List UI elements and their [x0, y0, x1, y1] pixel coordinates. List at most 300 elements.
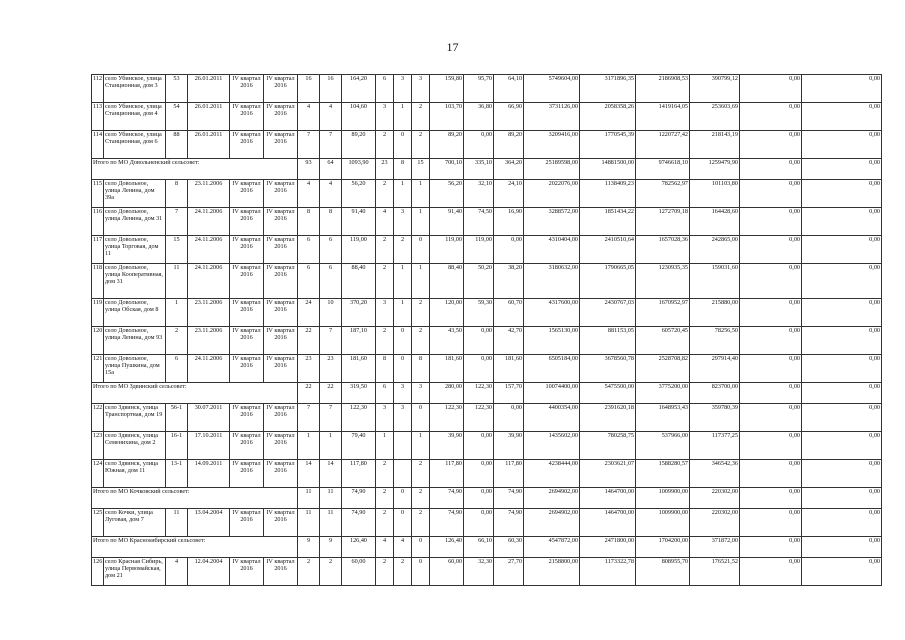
value-cell-4: 23 [376, 159, 394, 180]
value-cell-1: 1 [298, 432, 320, 460]
value-cell-6: 2 [412, 299, 430, 327]
value-cell-6: 3 [412, 75, 430, 103]
value-cell-10: 3731126,00 [524, 103, 580, 131]
value-cell-7: 119,00 [430, 236, 464, 264]
value-cell-4: 1 [376, 432, 394, 460]
address-cell: село Довольное, улица Пушкина, дом 15а [104, 355, 166, 383]
address-cell: село Здвинск, улица Транспортная, дом 19 [104, 404, 166, 432]
page-number: 17 [446, 40, 459, 54]
value-cell-12: 1704200,00 [636, 537, 690, 558]
value-cell-4: 2 [376, 327, 394, 355]
value-cell-13: 78256,50 [690, 327, 740, 355]
value-cell-12: 1009900,00 [636, 509, 690, 537]
value-cell-14: 0,00 [740, 383, 802, 404]
value-cell-4: 6 [376, 75, 394, 103]
address-cell: село Убинское, улица Станционная, дом 3 [104, 75, 166, 103]
value-cell-10: 3209416,00 [524, 131, 580, 159]
value-cell-6: 1 [412, 208, 430, 236]
value-cell-1: 6 [298, 264, 320, 299]
value-cell-15: 0,00 [802, 432, 882, 460]
value-cell-14: 0,00 [740, 299, 802, 327]
row-number: 118 [92, 264, 104, 299]
value-cell-14: 0,00 [740, 558, 802, 586]
value-cell-13: 1259479,90 [690, 159, 740, 180]
resettlement-table [91, 74, 882, 586]
value-cell-8: 66,10 [464, 537, 494, 558]
value-cell-3: 181,60 [342, 355, 376, 383]
value-cell-2: 7 [320, 404, 342, 432]
value-cell-6: 1 [412, 432, 430, 460]
document-date: 23.11.2006 [188, 299, 230, 327]
value-cell-7: 56,20 [430, 180, 464, 208]
value-cell-11: 1790665,05 [580, 264, 636, 299]
value-cell-15: 0,00 [802, 180, 882, 208]
value-cell-4: 3 [376, 404, 394, 432]
value-cell-11: 2471800,00 [580, 537, 636, 558]
value-cell-5 [394, 432, 412, 460]
value-cell-8: 122,30 [464, 383, 494, 404]
value-cell-9: 157,70 [494, 383, 524, 404]
value-cell-4: 4 [376, 208, 394, 236]
value-cell-9: 64,10 [494, 75, 524, 103]
subtotal-label: Итого по МО Кочковский сельсовет: [92, 488, 298, 509]
value-cell-8: 0,00 [464, 355, 494, 383]
address-cell: село Довольное, улица Ленина, дом 93 [104, 327, 166, 355]
value-cell-3: 119,00 [342, 236, 376, 264]
value-cell-7: 159,80 [430, 75, 464, 103]
completion-quarter: IV квартал 2016 [264, 509, 298, 537]
value-cell-15: 0,00 [802, 404, 882, 432]
planned-quarter: IV квартал 2016 [230, 432, 264, 460]
subtotal-label: Итого по МО Здвинский сельсовет: [92, 383, 298, 404]
value-cell-12: 808955,70 [636, 558, 690, 586]
value-cell-5 [394, 460, 412, 488]
subtotal-label: Итого по МО Довольненский сельсовет: [92, 159, 298, 180]
value-cell-9: 89,20 [494, 131, 524, 159]
value-cell-5: 1 [394, 180, 412, 208]
value-cell-7: 280,00 [430, 383, 464, 404]
value-cell-10: 4238444,00 [524, 460, 580, 488]
value-cell-1: 8 [298, 208, 320, 236]
value-cell-14: 0,00 [740, 509, 802, 537]
value-cell-3: 60,00 [342, 558, 376, 586]
value-cell-10: 4547872,00 [524, 537, 580, 558]
value-cell-9: 24,10 [494, 180, 524, 208]
value-cell-13: 117377,25 [690, 432, 740, 460]
document-date: 26.01.2011 [188, 103, 230, 131]
value-cell-14: 0,00 [740, 208, 802, 236]
value-cell-9: 66,90 [494, 103, 524, 131]
value-cell-9: 27,70 [494, 558, 524, 586]
value-cell-10: 5749604,00 [524, 75, 580, 103]
value-cell-11: 2303621,07 [580, 460, 636, 488]
value-cell-2: 4 [320, 103, 342, 131]
value-cell-10: 1435602,00 [524, 432, 580, 460]
document-date: 26.01.2011 [188, 131, 230, 159]
value-cell-13: 346542,36 [690, 460, 740, 488]
planned-quarter: IV квартал 2016 [230, 558, 264, 586]
value-cell-12: 537966,00 [636, 432, 690, 460]
value-cell-15: 0,00 [802, 383, 882, 404]
address-cell: село Убинское, улица Станционная, дом 6 [104, 131, 166, 159]
value-cell-11: 1851434,22 [580, 208, 636, 236]
value-cell-4: 2 [376, 180, 394, 208]
value-cell-3: 89,20 [342, 131, 376, 159]
value-cell-4: 8 [376, 355, 394, 383]
value-cell-15: 0,00 [802, 131, 882, 159]
completion-quarter: IV квартал 2016 [264, 355, 298, 383]
value-cell-11: 2391620,18 [580, 404, 636, 432]
value-cell-14: 0,00 [740, 488, 802, 509]
value-cell-11: 1173322,78 [580, 558, 636, 586]
document-date: 23.11.2006 [188, 327, 230, 355]
value-cell-13: 159031,60 [690, 264, 740, 299]
value-cell-2: 1 [320, 432, 342, 460]
completion-quarter: IV квартал 2016 [264, 236, 298, 264]
value-cell-2: 7 [320, 327, 342, 355]
value-cell-9: 16,90 [494, 208, 524, 236]
value-cell-13: 297914,40 [690, 355, 740, 383]
value-cell-4: 2 [376, 558, 394, 586]
value-cell-7: 120,00 [430, 299, 464, 327]
value-cell-8: 0,00 [464, 432, 494, 460]
value-cell-14: 0,00 [740, 131, 802, 159]
value-cell-12: 605720,45 [636, 327, 690, 355]
planned-quarter: IV квартал 2016 [230, 299, 264, 327]
value-cell-9: 0,00 [494, 236, 524, 264]
value-cell-6: 1 [412, 264, 430, 299]
value-cell-1: 23 [298, 355, 320, 383]
value-cell-1: 16 [298, 75, 320, 103]
value-cell-6: 2 [412, 509, 430, 537]
table-row [92, 180, 882, 208]
value-cell-6: 0 [412, 537, 430, 558]
value-cell-1: 9 [298, 537, 320, 558]
completion-quarter: IV квартал 2016 [264, 103, 298, 131]
value-cell-11: 2410510,64 [580, 236, 636, 264]
value-cell-11: 1464700,00 [580, 509, 636, 537]
value-cell-9: 60,70 [494, 299, 524, 327]
value-cell-13: 164428,60 [690, 208, 740, 236]
row-number: 124 [92, 460, 104, 488]
value-cell-5: 0 [394, 509, 412, 537]
table-row [92, 432, 882, 460]
completion-quarter: IV квартал 2016 [264, 327, 298, 355]
value-cell-12: 1657028,36 [636, 236, 690, 264]
row-number: 126 [92, 558, 104, 586]
value-cell-8: 0,00 [464, 488, 494, 509]
document-number: 56-1 [166, 404, 188, 432]
table-row [92, 327, 882, 355]
value-cell-12: 782562,97 [636, 180, 690, 208]
value-cell-6: 2 [412, 460, 430, 488]
value-cell-1: 4 [298, 180, 320, 208]
planned-quarter: IV квартал 2016 [230, 264, 264, 299]
row-number: 115 [92, 180, 104, 208]
value-cell-6: 0 [412, 558, 430, 586]
value-cell-3: 79,40 [342, 432, 376, 460]
value-cell-15: 0,00 [802, 488, 882, 509]
value-cell-13: 823700,00 [690, 383, 740, 404]
value-cell-6: 2 [412, 131, 430, 159]
table-row [92, 299, 882, 327]
document-date: 14.09.2011 [188, 460, 230, 488]
value-cell-4: 3 [376, 103, 394, 131]
planned-quarter: IV квартал 2016 [230, 75, 264, 103]
value-cell-3: 117,80 [342, 460, 376, 488]
value-cell-6: 8 [412, 355, 430, 383]
table-row [92, 264, 882, 299]
address-cell: село Красная Сибирь, улица Первомайская, дом 21 [104, 558, 166, 586]
planned-quarter: IV квартал 2016 [230, 180, 264, 208]
value-cell-14: 0,00 [740, 404, 802, 432]
value-cell-13: 218143,19 [690, 131, 740, 159]
value-cell-12: 1272709,18 [636, 208, 690, 236]
value-cell-14: 0,00 [740, 327, 802, 355]
value-cell-7: 88,40 [430, 264, 464, 299]
document-date: 24.11.2006 [188, 208, 230, 236]
table-row [92, 131, 882, 159]
value-cell-15: 0,00 [802, 103, 882, 131]
value-cell-2: 7 [320, 131, 342, 159]
value-cell-8: 36,80 [464, 103, 494, 131]
value-cell-12: 9746618,10 [636, 159, 690, 180]
value-cell-6: 15 [412, 159, 430, 180]
document-number: 1 [166, 299, 188, 327]
value-cell-3: 122,30 [342, 404, 376, 432]
document-number: 2 [166, 327, 188, 355]
value-cell-15: 0,00 [802, 299, 882, 327]
value-cell-7: 122,30 [430, 404, 464, 432]
value-cell-7: 74,90 [430, 488, 464, 509]
value-cell-10: 4310404,00 [524, 236, 580, 264]
value-cell-5: 3 [394, 75, 412, 103]
value-cell-15: 0,00 [802, 236, 882, 264]
value-cell-1: 11 [298, 509, 320, 537]
row-number: 114 [92, 131, 104, 159]
row-number: 117 [92, 236, 104, 264]
value-cell-5: 3 [394, 383, 412, 404]
value-cell-10: 3180632,00 [524, 264, 580, 299]
row-number: 125 [92, 509, 104, 537]
document-number: 53 [166, 75, 188, 103]
planned-quarter: IV квартал 2016 [230, 103, 264, 131]
completion-quarter: IV квартал 2016 [264, 131, 298, 159]
address-cell: село Довольное, улица Ленина, дом 31 [104, 208, 166, 236]
value-cell-3: 74,90 [342, 509, 376, 537]
value-cell-6: 0 [412, 404, 430, 432]
value-cell-1: 11 [298, 488, 320, 509]
value-cell-14: 0,00 [740, 355, 802, 383]
value-cell-9: 74,90 [494, 509, 524, 537]
completion-quarter: IV квартал 2016 [264, 404, 298, 432]
completion-quarter: IV квартал 2016 [264, 180, 298, 208]
value-cell-5: 1 [394, 299, 412, 327]
value-cell-5: 0 [394, 355, 412, 383]
value-cell-5: 0 [394, 488, 412, 509]
document-date: 26.01.2011 [188, 75, 230, 103]
table-row [92, 103, 882, 131]
value-cell-11: 3171896,35 [580, 75, 636, 103]
value-cell-5: 3 [394, 208, 412, 236]
value-cell-2: 64 [320, 159, 342, 180]
value-cell-9: 181,60 [494, 355, 524, 383]
value-cell-4: 6 [376, 383, 394, 404]
value-cell-3: 370,20 [342, 299, 376, 327]
value-cell-2: 8 [320, 208, 342, 236]
value-cell-1: 14 [298, 460, 320, 488]
value-cell-3: 1093,90 [342, 159, 376, 180]
value-cell-12: 1648953,43 [636, 404, 690, 432]
value-cell-10: 4400354,00 [524, 404, 580, 432]
value-cell-13: 390799,12 [690, 75, 740, 103]
table-row [92, 404, 882, 432]
value-cell-10: 2694902,00 [524, 488, 580, 509]
value-cell-10: 6505184,00 [524, 355, 580, 383]
value-cell-2: 6 [320, 236, 342, 264]
value-cell-10: 4317600,00 [524, 299, 580, 327]
completion-quarter: IV квартал 2016 [264, 558, 298, 586]
value-cell-8: 95,70 [464, 75, 494, 103]
value-cell-4: 3 [376, 299, 394, 327]
value-cell-3: 164,20 [342, 75, 376, 103]
row-number: 123 [92, 432, 104, 460]
value-cell-5: 0 [394, 131, 412, 159]
value-cell-4: 4 [376, 537, 394, 558]
planned-quarter: IV квартал 2016 [230, 509, 264, 537]
value-cell-11: 2058358,26 [580, 103, 636, 131]
subtotal-row [92, 488, 882, 509]
value-cell-15: 0,00 [802, 537, 882, 558]
document-date: 13.04.2004 [188, 509, 230, 537]
address-cell: село Убинское, улица Станционная, дом 4 [104, 103, 166, 131]
planned-quarter: IV квартал 2016 [230, 404, 264, 432]
value-cell-9: 117,80 [494, 460, 524, 488]
subtotal-row [92, 159, 882, 180]
planned-quarter: IV квартал 2016 [230, 460, 264, 488]
value-cell-5: 2 [394, 236, 412, 264]
value-cell-9: 39,90 [494, 432, 524, 460]
row-number: 122 [92, 404, 104, 432]
value-cell-11: 1770545,39 [580, 131, 636, 159]
value-cell-5: 1 [394, 264, 412, 299]
value-cell-14: 0,00 [740, 236, 802, 264]
value-cell-1: 4 [298, 103, 320, 131]
row-number: 113 [92, 103, 104, 131]
value-cell-8: 74,50 [464, 208, 494, 236]
value-cell-14: 0,00 [740, 537, 802, 558]
value-cell-14: 0,00 [740, 180, 802, 208]
value-cell-15: 0,00 [802, 327, 882, 355]
value-cell-10: 10074400,00 [524, 383, 580, 404]
value-cell-6: 3 [412, 383, 430, 404]
value-cell-11: 5475500,00 [580, 383, 636, 404]
completion-quarter: IV квартал 2016 [264, 208, 298, 236]
value-cell-4: 2 [376, 264, 394, 299]
document-date: 24.11.2006 [188, 355, 230, 383]
value-cell-6: 2 [412, 103, 430, 131]
value-cell-9: 38,20 [494, 264, 524, 299]
value-cell-8: 0,00 [464, 509, 494, 537]
value-cell-12: 2186908,53 [636, 75, 690, 103]
value-cell-6: 2 [412, 488, 430, 509]
document-date: 24.11.2006 [188, 236, 230, 264]
planned-quarter: IV квартал 2016 [230, 355, 264, 383]
value-cell-12: 1670952,97 [636, 299, 690, 327]
value-cell-14: 0,00 [740, 75, 802, 103]
value-cell-7: 91,40 [430, 208, 464, 236]
value-cell-13: 101103,80 [690, 180, 740, 208]
value-cell-2: 10 [320, 299, 342, 327]
value-cell-4: 2 [376, 488, 394, 509]
value-cell-7: 103,70 [430, 103, 464, 131]
value-cell-8: 59,30 [464, 299, 494, 327]
value-cell-14: 0,00 [740, 432, 802, 460]
value-cell-15: 0,00 [802, 558, 882, 586]
value-cell-4: 2 [376, 236, 394, 264]
value-cell-7: 39,90 [430, 432, 464, 460]
value-cell-14: 0,00 [740, 103, 802, 131]
document-number: 13-1 [166, 460, 188, 488]
value-cell-13: 220302,00 [690, 488, 740, 509]
row-number: 121 [92, 355, 104, 383]
value-cell-12: 1230935,35 [636, 264, 690, 299]
value-cell-6: 1 [412, 180, 430, 208]
value-cell-8: 32,10 [464, 180, 494, 208]
value-cell-6: 0 [412, 236, 430, 264]
address-cell: село Здвинск, улица Семенихина, дом 2 [104, 432, 166, 460]
value-cell-3: 88,40 [342, 264, 376, 299]
planned-quarter: IV квартал 2016 [230, 236, 264, 264]
value-cell-1: 22 [298, 327, 320, 355]
completion-quarter: IV квартал 2016 [264, 75, 298, 103]
value-cell-1: 7 [298, 404, 320, 432]
value-cell-5: 8 [394, 159, 412, 180]
value-cell-13: 242865,00 [690, 236, 740, 264]
value-cell-11: 1138409,23 [580, 180, 636, 208]
value-cell-13: 220302,00 [690, 509, 740, 537]
value-cell-14: 0,00 [740, 460, 802, 488]
document-number: 4 [166, 558, 188, 586]
value-cell-2: 2 [320, 558, 342, 586]
value-cell-12: 1009900,00 [636, 488, 690, 509]
planned-quarter: IV квартал 2016 [230, 208, 264, 236]
value-cell-8: 335,10 [464, 159, 494, 180]
value-cell-11: 2430767,03 [580, 299, 636, 327]
value-cell-2: 16 [320, 75, 342, 103]
address-cell: село Кочки, улица Луговая, дом 7 [104, 509, 166, 537]
value-cell-7: 181,60 [430, 355, 464, 383]
row-number: 112 [92, 75, 104, 103]
value-cell-8: 50,20 [464, 264, 494, 299]
document-number: 8 [166, 180, 188, 208]
document-date: 23.11.2006 [188, 180, 230, 208]
document-number: 16-1 [166, 432, 188, 460]
value-cell-9: 42,70 [494, 327, 524, 355]
value-cell-14: 0,00 [740, 264, 802, 299]
value-cell-1: 2 [298, 558, 320, 586]
subtotal-label: Итого по МО Краснosибирский сельсовет: [92, 537, 298, 558]
row-number: 119 [92, 299, 104, 327]
value-cell-13: 359780,39 [690, 404, 740, 432]
value-cell-13: 253603,69 [690, 103, 740, 131]
document-number: 54 [166, 103, 188, 131]
value-cell-7: 43,50 [430, 327, 464, 355]
value-cell-10: 25189598,00 [524, 159, 580, 180]
document-number: 11 [166, 509, 188, 537]
value-cell-15: 0,00 [802, 264, 882, 299]
value-cell-1: 6 [298, 236, 320, 264]
